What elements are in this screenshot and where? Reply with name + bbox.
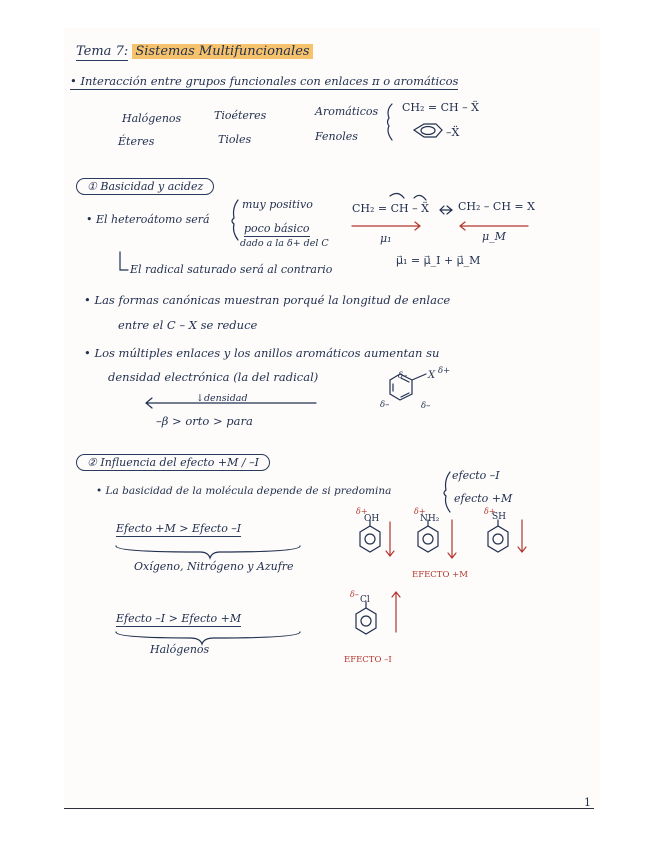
effect-arrow-icon [518, 520, 526, 552]
brace-icon [232, 200, 238, 240]
rule-text: Efecto +M > Efecto –I [116, 522, 242, 535]
effect-label: EFECTO –I [344, 655, 392, 665]
density-arrow-icon [146, 398, 316, 408]
dipole-label: μ₁ [380, 232, 392, 245]
ring-x-label: X [428, 370, 436, 381]
text-line: • La basicidad de la molécula depende de si predomina [96, 485, 392, 497]
bent-arrow-icon [120, 252, 128, 270]
arrow-label: ↓densidad [196, 393, 248, 404]
thiophenol-ring-icon [488, 520, 508, 552]
underbrace-icon [116, 632, 300, 644]
benzene-ring-icon [414, 124, 442, 137]
topic-subtitle: Sistemas Multifuncionales [132, 44, 312, 59]
section-heading: • Interacción entre grupos funcionales con enlaces π o aromáticos [70, 74, 459, 88]
brace-icon [388, 104, 393, 140]
chlorobenzene-ring-icon [356, 602, 376, 634]
substituent-label: NH₂ [420, 514, 440, 524]
rule-note: Oxígeno, Nitrógeno y Azufre [134, 560, 294, 573]
substituent-label: SH [492, 512, 507, 522]
bullet-text: densidad electrónica (la del radical) [108, 370, 319, 384]
vinyl-formula: CH₂ = CH – Ẍ [402, 101, 479, 114]
group-item: Éteres [118, 135, 155, 148]
rule-text: Efecto –I > Efecto +M [116, 612, 242, 625]
effect-arrow-icon [386, 522, 394, 556]
curved-arrow-icon [390, 193, 404, 198]
option-text: efecto +M [454, 492, 513, 505]
group-item: Halógenos [122, 112, 182, 125]
charge-label: δ– [380, 400, 390, 410]
aryl-substituent: –Ẍ [446, 126, 460, 139]
effect-label: EFECTO +M [412, 570, 468, 580]
group-item: Aromáticos [315, 105, 379, 118]
group-item: Tioles [218, 133, 252, 146]
charge-label: δ– [398, 371, 408, 381]
option-text: efecto –I [452, 469, 500, 482]
dipole-equation: μ⃗₁ = μ⃗_I + μ⃗_M [396, 254, 481, 267]
underbrace-icon [116, 546, 300, 558]
substituent-label: OH [364, 514, 380, 524]
bullet-text: • Las formas canónicas muestran porqué la longitud de enlace [84, 293, 451, 307]
resonance-left: CH₂ = CH – Ẍ [352, 202, 429, 215]
subsection-title: ① Basicidad y acidez [76, 178, 214, 195]
effect-arrow-icon [448, 520, 456, 558]
aniline-ring-icon [418, 520, 438, 552]
benzene-ring-icon [390, 374, 426, 400]
dipole-label: μ_M [482, 230, 506, 243]
subsection-title: ② Influencia del efecto +M / –I [76, 454, 270, 471]
charge-label: δ+ [414, 507, 426, 516]
charge-label: δ+ [438, 366, 451, 376]
resonance-arrow-icon [440, 206, 452, 214]
curved-arrow-icon [414, 195, 426, 200]
order-text: –β > orto > para [156, 414, 253, 428]
option-note: dado a la δ+ del C [240, 238, 329, 249]
text-line: • El heteroátomo será [86, 213, 210, 226]
option-text: muy positivo [242, 198, 313, 211]
charge-label: δ– [421, 401, 431, 411]
group-item: Fenoles [315, 130, 358, 143]
brace-icon [444, 472, 450, 512]
page-number: 1 [584, 796, 591, 809]
charge-label: δ+ [484, 507, 496, 516]
phenol-ring-icon [360, 520, 380, 552]
substituent-label: Cl [360, 595, 370, 605]
group-item: Tioéteres [214, 109, 267, 122]
dipole-arrow-icon [352, 222, 420, 230]
rule-note: Halógenos [150, 643, 210, 656]
effect-arrow-icon [392, 592, 400, 632]
resonance-right: CH₂ – CH = X [458, 200, 535, 213]
topic-title: Tema 7: Sistemas Multifuncionales [76, 44, 313, 59]
dipole-arrow-icon [460, 222, 528, 230]
option-text: poco básico [244, 222, 310, 235]
bullet-text: • Los múltiples enlaces y los anillos aromáticos aumentan su [84, 346, 440, 360]
bullet-text: entre el C – X se reduce [118, 318, 258, 332]
charge-label: δ– [350, 590, 359, 599]
text-line: El radical saturado será al contrario [130, 263, 333, 276]
charge-label: δ+ [356, 507, 368, 516]
